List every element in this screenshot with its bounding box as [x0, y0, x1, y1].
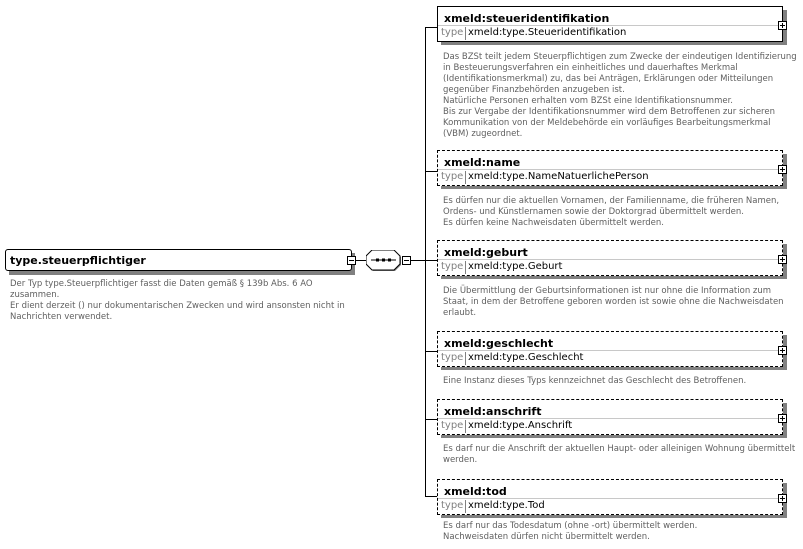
element-description: Es darf nur die Anschrift der aktuellen Haupt- oder alleinigen Wohnung übermittelt werden.: [443, 444, 796, 465]
element-description: Das BZSt teilt jedem Steuerpflichtigen zum Zwecke der eindeutigen Identifizierung in Besteuerungsverfahren ein einheitliches und dauerhaftes Merkmal (Identifikationsmerkmal) zu, das bei Anträgen, Erklärungen oder Mitteilungen gegenüber Finanzbehörden anzugeben ist. Natürliche Personen erhalten vom BZSt eine Identifikationsnummer. Bis zur Vergabe der Identifikationsnummer wird dem Betroffenen zur sicheren Kommunikation von der Meldebehörde ein vorläufiges Bearbeitungsmerkmal (VBM) zugeordnet.: [443, 52, 797, 139]
root-type-title: type.steuerpflichtiger: [10, 254, 146, 267]
type-row: [438, 259, 782, 275]
expand-icon[interactable]: [778, 494, 787, 503]
type-label: type: [441, 420, 464, 431]
element-anschrift[interactable]: [437, 399, 783, 435]
type-row: [438, 418, 782, 434]
expand-icon[interactable]: [778, 346, 787, 355]
element-name: xmeld:name: [444, 156, 521, 169]
type-value: xmeld:type.NameNatuerlichePerson: [468, 171, 649, 182]
type-row: [438, 25, 782, 41]
sequence-icon: [366, 250, 402, 272]
type-value: xmeld:type.Geschlecht: [468, 352, 584, 363]
type-value: xmeld:type.Geburt: [468, 261, 563, 272]
element-tod[interactable]: [437, 479, 783, 515]
type-row: [438, 169, 782, 185]
expand-icon[interactable]: [778, 21, 787, 30]
element-description: Es dürfen nur die aktuellen Vornamen, der Familienname, die früheren Namen, Ordens- und Künstlernamen sowie der Doktorgrad übermittelt werden. Es dürfen keine Nachweisdaten übermittelt werden.: [443, 196, 780, 228]
type-row: [438, 498, 782, 514]
collapse-root-icon[interactable]: [347, 256, 356, 265]
element-description: Es darf nur das Todesdatum (ohne -ort) übermittelt werden. Nachweisdaten dürfen nicht übermittelt werden.: [443, 521, 698, 542]
type-label: type: [441, 261, 464, 272]
expand-icon[interactable]: [778, 165, 787, 174]
expand-icon[interactable]: [778, 255, 787, 264]
type-value: xmeld:type.Tod: [468, 500, 545, 511]
type-value: xmeld:type.Steueridentifikation: [468, 27, 627, 38]
element-name: xmeld:tod: [444, 485, 507, 498]
element-steueridentifikation[interactable]: [437, 6, 783, 42]
element-description: Eine Instanz dieses Typs kennzeichnet das Geschlecht des Betroffenen.: [443, 376, 747, 386]
type-label: type: [441, 352, 464, 363]
type-label: type: [441, 500, 464, 511]
type-label: type: [441, 171, 464, 182]
element-name: xmeld:geburt: [444, 246, 528, 259]
type-label: type: [441, 27, 464, 38]
element-geburt[interactable]: [437, 240, 783, 276]
root-type-box[interactable]: [5, 249, 352, 271]
collapse-sequence-icon[interactable]: [402, 256, 411, 265]
root-type-description: Der Typ type.Steuerpflichtiger fasst die Daten gemäß § 139b Abs. 6 AO zusammen. Er dient derzeit () nur dokumentarischen Zwecken und wird ansonsten nicht in Nachrichten verwendet.: [10, 279, 345, 322]
element-name-box[interactable]: [437, 150, 783, 186]
element-description: Die Übermittlung der Geburtsinformationen ist nur ohne die Information zum Staat, in dem der Betroffene geboren worden ist sowie ohne die Nachweisdaten erlaubt.: [443, 286, 784, 318]
type-value: xmeld:type.Anschrift: [468, 420, 573, 431]
element-name: xmeld:steueridentifikation: [444, 12, 610, 25]
expand-icon[interactable]: [778, 414, 787, 423]
element-geschlecht[interactable]: [437, 331, 783, 367]
element-name: xmeld:geschlecht: [444, 337, 554, 350]
type-row: [438, 350, 782, 366]
element-name: xmeld:anschrift: [444, 405, 542, 418]
